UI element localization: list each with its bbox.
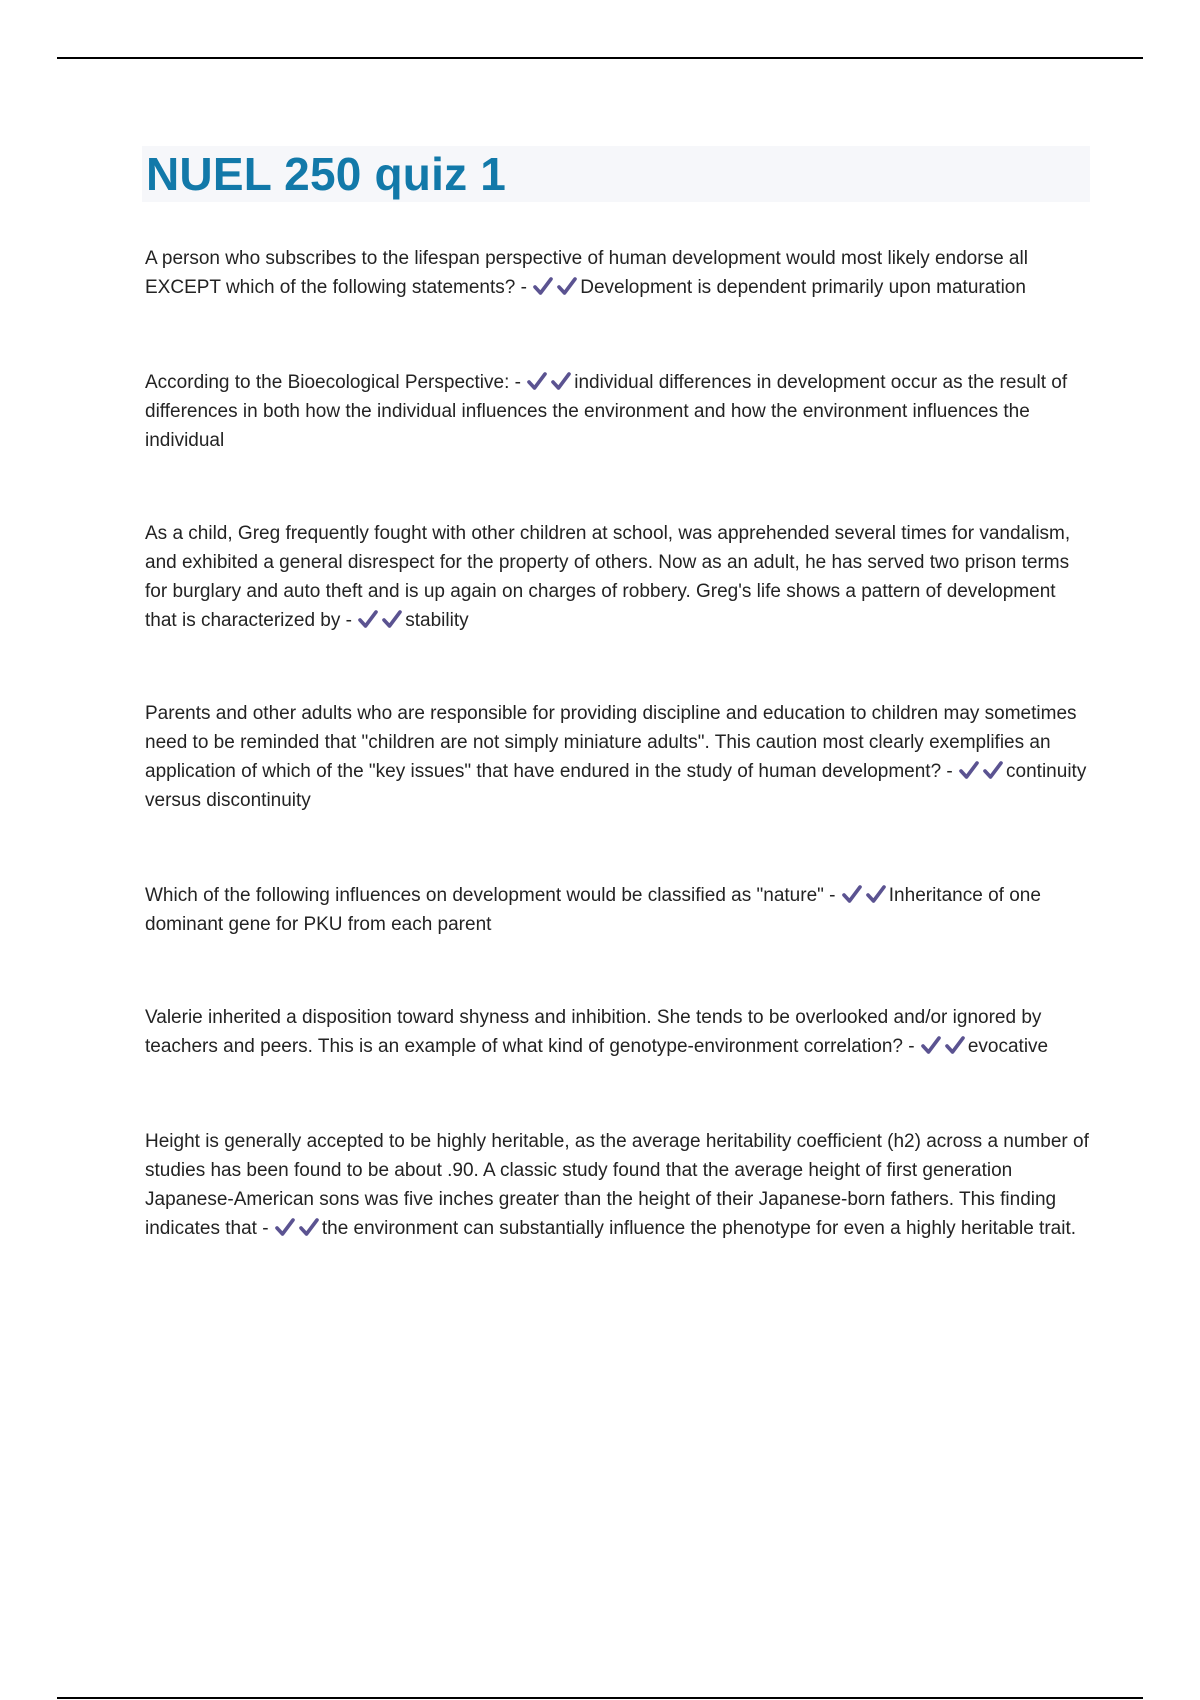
question-text: Parents and other adults who are responsible for providing discipline and education to children may sometimes need to be reminded that "children are not simply miniature adults". This caution most clearly exemplifies an application of which of the "key issues" that have endured in the study of human development? - — [145, 703, 1077, 782]
check-icon — [381, 609, 403, 629]
qa-item — [145, 368, 1090, 455]
qa-item — [145, 881, 1090, 939]
check-icon — [556, 276, 578, 296]
question-text: According to the Bioecological Perspective: - — [145, 372, 521, 393]
question-text: Height is generally accepted to be highly heritable, as the average heritability coefficient (h2) across a number of studies has been found to be about .90. A classic study found that the average height of first generation Japanese-American sons was five inches greater than the height of their Japanese-born fathers. This finding indicates that - — [145, 1131, 1089, 1239]
answer-text: evocative — [967, 1036, 1049, 1057]
check-icon — [944, 1035, 966, 1055]
question-text: A person who subscribes to the lifespan perspective of human development would most likely endorse all EXCEPT which of the following statements? - — [145, 248, 1028, 298]
question-text: As a child, Greg frequently fought with other children at school, was apprehended several times for vandalism, and exhibited a general disrespect for the property of others. Now as an adult, he has served two prison terms for burglary and auto theft and is up again on charges of robbery. Greg's life shows a pattern of development that is characterized by - — [145, 523, 1071, 631]
question-text: Which of the following influences on development would be classified as "nature" - — [145, 885, 836, 906]
answer-checkmarks — [532, 277, 580, 298]
check-icon — [526, 371, 548, 391]
check-icon — [865, 884, 887, 904]
check-icon — [982, 760, 1004, 780]
qa-item — [145, 1127, 1090, 1243]
qa-item — [145, 699, 1090, 815]
answer-text: stability — [405, 610, 469, 631]
answer-checkmarks — [274, 1218, 322, 1239]
check-icon — [920, 1035, 942, 1055]
qa-item — [145, 1003, 1090, 1061]
check-icon — [841, 884, 863, 904]
check-icon — [958, 760, 980, 780]
answer-checkmarks — [958, 761, 1006, 782]
question-text: Valerie inherited a disposition toward shyness and inhibition. She tends to be overlooked and/or ignored by teachers and peers. This is an example of what kind of genotype-environment correlation? - — [145, 1007, 1042, 1057]
top-rule — [57, 57, 1143, 59]
document-title: NUEL 250 quiz 1 — [146, 148, 507, 200]
answer-checkmarks — [357, 610, 405, 631]
qa-item — [145, 244, 1090, 302]
check-icon — [298, 1217, 320, 1237]
answer-checkmarks — [841, 885, 889, 906]
answer-checkmarks — [526, 372, 574, 393]
answer-text: Development is dependent primarily upon maturation — [580, 277, 1026, 298]
answer-text: the environment can substantially influence the phenotype for even a highly heritable trait. — [321, 1218, 1076, 1239]
answer-text: Inheritance of one dominant gene for PKU from each parent — [145, 885, 1041, 935]
answer-checkmarks — [920, 1036, 968, 1057]
qa-list — [145, 244, 1090, 1243]
bottom-rule — [57, 1697, 1143, 1699]
answer-text: continuity versus discontinuity — [145, 761, 1087, 811]
qa-item — [145, 519, 1090, 635]
check-icon — [550, 371, 572, 391]
check-icon — [532, 276, 554, 296]
check-icon — [274, 1217, 296, 1237]
check-icon — [357, 609, 379, 629]
answer-text: individual differences in development occur as the result of differences in both how the individual influences the environment and how the environment influences the individual — [145, 372, 1068, 451]
